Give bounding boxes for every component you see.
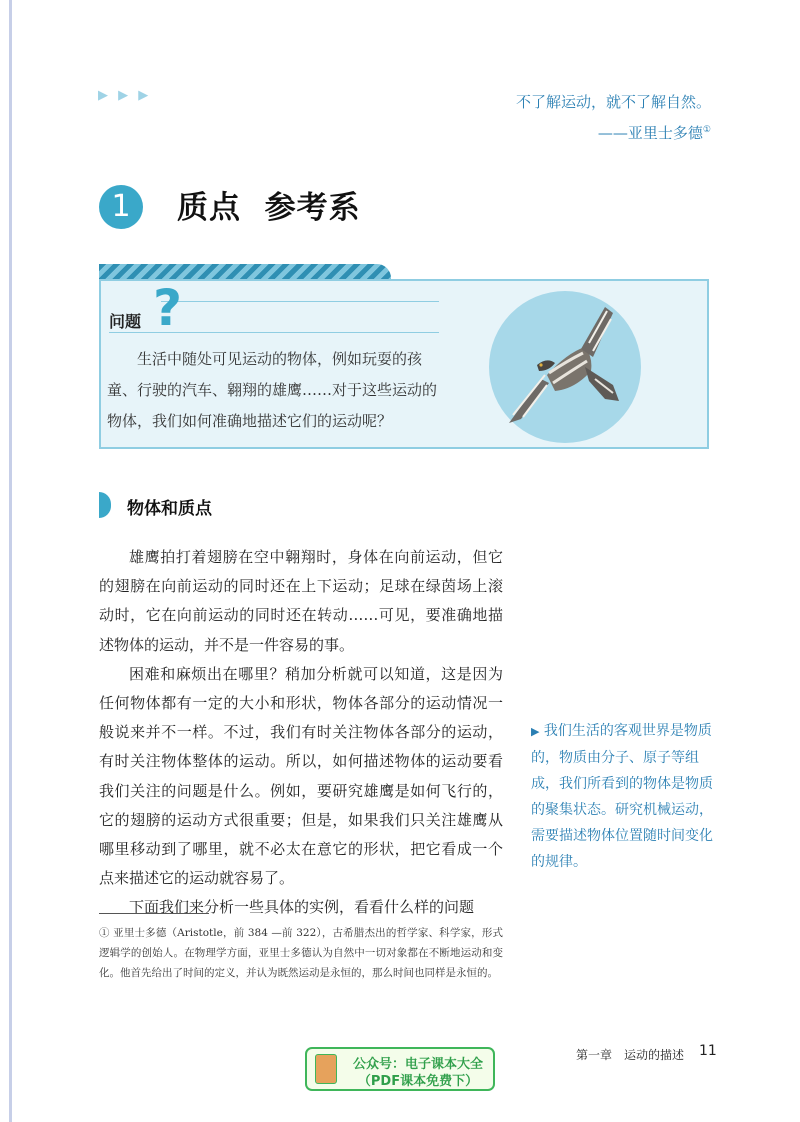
page-edge-rule: [9, 0, 12, 1122]
watermark-badge: [305, 1047, 495, 1091]
problem-label: 问题: [109, 312, 142, 331]
running-head: 第一章 运动的描述: [576, 1048, 685, 1062]
subsection-marker: [99, 492, 111, 518]
epigraph-author: ——亚里士多德: [597, 124, 703, 142]
paragraph: 雄鹰拍打着翅膀在空中翱翔时，身体在向前运动，但它的翅膀在向前运动的同时还在上下运动；足球在绿茵场上滚动时，它在向前运动的同时还在转动……可见，要准确地描述物体的运动，并不是一件容易的事。: [99, 548, 503, 654]
question-mark-icon: ?: [153, 279, 183, 337]
book-icon: [315, 1054, 337, 1084]
paragraph: 下面我们来分析一些具体的实例，看看什么样的问题: [129, 898, 475, 917]
body-text: [99, 543, 503, 923]
section-title: 质点 参考系: [177, 190, 361, 226]
epigraph-attribution: [516, 116, 711, 147]
paragraph: 困难和麻烦出在哪里？稍加分析就可以知道，这是因为任何物体都有一定的大小和形状，物体各部分的运动情况一般说来并不一样。不过，我们有时关注物体各部分的运动，有时关注物体整体的运动。所以，如何描述物体的运动要看我们关注的问题是什么。例如，要研究雄鹰是如何飞行的，它的翅膀的运动方式很重要；但是，如果我们只关注雄鹰从哪里移动到了哪里，就不必太在意它的形状，把它看成一个点来描述它的运动就容易了。: [99, 664, 503, 888]
eagle-photo: [489, 291, 641, 443]
footnote-divider: [99, 913, 209, 914]
decorative-band: [99, 264, 391, 280]
watermark-line1: 公众号：电子课本大全: [352, 1057, 483, 1072]
epigraph-text: 不了解运动，就不了解自然。: [515, 93, 711, 111]
triangle-icon: ▶: [531, 725, 540, 738]
divider-line: [161, 301, 439, 302]
subsection-title: 物体和质点: [127, 499, 212, 519]
footnote-marker[interactable]: ①: [702, 125, 711, 135]
problem-box: [99, 279, 709, 449]
margin-note-text: 我们生活的客观世界是物质的，物质由分子、原子等组成，我们所看到的物体是物质的聚集状态。研究机械运动，需要描述物体位置随时间变化的规律。: [531, 723, 713, 870]
footnote: ① 亚里士多德（Aristotle，前 384 —前 322），古希腊杰出的哲学家、科学家，形式逻辑学的创始人。在物理学方面，亚里士多德认为自然中一切对象都在不断地运动和变化。他首先给出了时间的定义，并认为既然运动是永恒的，那么时间也同样是永恒的。: [99, 927, 503, 979]
eagle-icon: [489, 291, 641, 443]
problem-text: 生活中随处可见运动的物体，例如玩耍的孩童、行驶的汽车、翱翔的雄鹰……对于这些运动的物体，我们如何准确地描述它们的运动呢？: [107, 350, 438, 430]
page-number: 11: [699, 1043, 717, 1059]
section-number-badge: 1: [99, 185, 143, 229]
epigraph: [516, 88, 711, 147]
chapter-arrows-icon: ▶ ▶ ▶: [98, 88, 152, 103]
margin-note: [531, 718, 713, 875]
watermark-line2: （PDF课本免费下）: [357, 1074, 479, 1089]
